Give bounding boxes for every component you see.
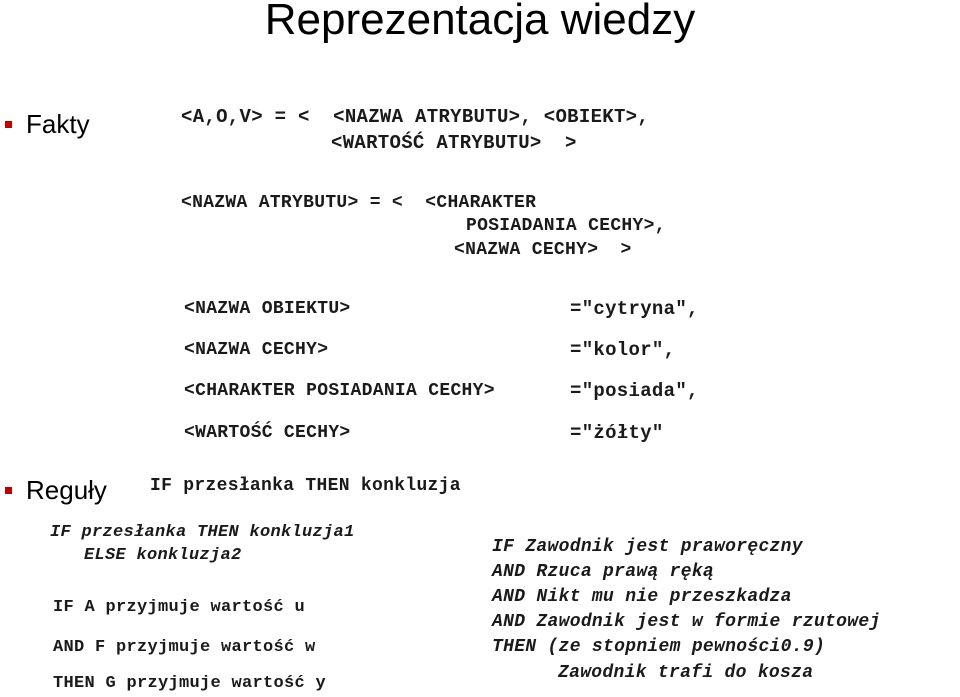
bullet-facts — [5, 109, 90, 139]
assignment-name: <CHARAKTER POSIADANIA CECHY> — [184, 381, 495, 401]
rule-example-line: AND Zawodnik jest w formie rzutowej — [492, 612, 881, 632]
rule-example-line: AND Rzuca prawą ręką — [492, 562, 715, 582]
aov-triple-line2: <WARTOŚĆ ATRYBUTU> > — [331, 132, 577, 154]
bullet-marker — [5, 121, 12, 128]
rule-conj-line3: THEN G przyjmuje wartość y — [53, 674, 327, 693]
aov-triple-line1: <A,O,V> = < <NAZWA ATRYBUTU>, <OBIEKT>, — [181, 106, 650, 128]
rule-else-line1: IF przesłanka THEN konkluzja1 — [50, 523, 355, 542]
attr-def-line1: <NAZWA ATRYBUTU> = < <CHARAKTER — [181, 193, 537, 213]
rule-example-line: Zawodnik trafi do kosza — [558, 663, 814, 683]
assignment-name: <WARTOŚĆ CECHY> — [184, 423, 351, 443]
assignment-value: ="cytryna", — [570, 298, 699, 320]
rule-else-line2: ELSE konkluzja2 — [84, 546, 242, 565]
rule-conj-line1: IF A przyjmuje wartość u — [53, 598, 306, 617]
assignment-value: ="posiada", — [570, 380, 699, 402]
rule-example-line: IF Zawodnik jest praworęczny — [492, 537, 803, 557]
attr-def-line3: <NAZWA CECHY> > — [454, 240, 632, 260]
assignment-name: <NAZWA CECHY> — [184, 340, 329, 360]
assignment-name: <NAZWA OBIEKTU> — [184, 299, 351, 319]
rule-basic: IF przesłanka THEN konkluzja — [150, 476, 461, 496]
assignment-value: ="kolor", — [570, 339, 676, 361]
rule-example-line: THEN (ze stopniem pewności0.9) — [492, 637, 826, 657]
attr-def-line2: POSIADANIA CECHY>, — [466, 216, 666, 236]
bullet-marker — [5, 487, 12, 494]
bullet-rules — [5, 475, 107, 505]
page-title: Reprezentacja wiedzy — [264, 0, 696, 44]
rule-example-line: AND Nikt mu nie przeszkadza — [492, 587, 792, 607]
assignment-value: ="żółty" — [570, 422, 664, 444]
rule-conj-line2: AND F przyjmuje wartość w — [53, 638, 316, 657]
rules-label: Reguły — [26, 475, 107, 505]
facts-label: Fakty — [26, 109, 90, 139]
